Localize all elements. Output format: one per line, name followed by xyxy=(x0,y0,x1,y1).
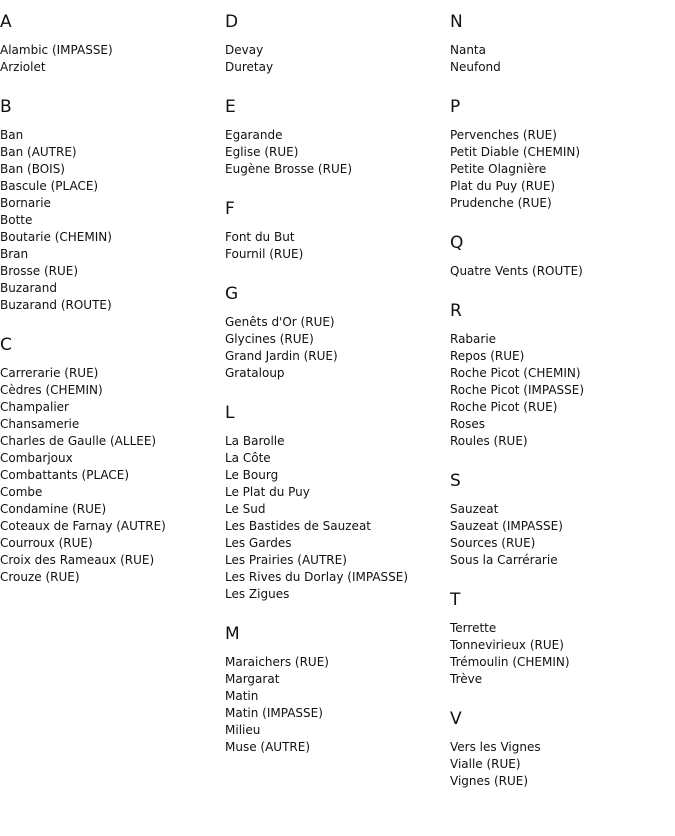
letter-heading: G xyxy=(225,284,239,304)
street-link[interactable]: Buzarand (ROUTE) xyxy=(0,298,112,312)
street-link[interactable]: Milieu xyxy=(225,723,261,737)
street-link[interactable]: Courroux (RUE) xyxy=(0,536,93,550)
street-link[interactable]: Eglise (RUE) xyxy=(225,145,299,159)
street-link[interactable]: Champalier xyxy=(0,400,69,414)
street-link[interactable]: Margarat xyxy=(225,672,280,686)
street-link[interactable]: Vignes (RUE) xyxy=(450,774,529,788)
letter-heading: M xyxy=(225,624,240,644)
letter-group xyxy=(450,707,670,790)
street-list xyxy=(225,433,445,603)
street-link[interactable]: Matin (IMPASSE) xyxy=(225,706,323,720)
street-link[interactable]: Bornarie xyxy=(0,196,51,210)
street-list xyxy=(450,42,670,76)
letter-heading: V xyxy=(450,709,462,729)
street-list xyxy=(0,365,220,586)
street-link[interactable]: Font du But xyxy=(225,230,295,244)
street-link[interactable]: Les Prairies (AUTRE) xyxy=(225,553,347,567)
street-link[interactable]: Cèdres (CHEMIN) xyxy=(0,383,103,397)
letter-heading: N xyxy=(450,12,463,32)
street-link[interactable]: Croix des Rameaux (RUE) xyxy=(0,553,155,567)
street-link[interactable]: Muse (AUTRE) xyxy=(225,740,311,754)
letter-heading: T xyxy=(450,590,461,610)
street-list xyxy=(450,739,670,790)
street-list xyxy=(225,654,445,756)
street-link[interactable]: Le Sud xyxy=(225,502,266,516)
letter-heading: L xyxy=(225,403,235,423)
street-link[interactable]: Bascule (PLACE) xyxy=(0,179,99,193)
letter-heading: A xyxy=(0,12,12,32)
letter-group xyxy=(225,10,445,76)
street-link[interactable]: Le Plat du Puy xyxy=(225,485,310,499)
street-link[interactable]: Matin xyxy=(225,689,259,703)
street-link[interactable]: Roses xyxy=(450,417,486,431)
street-link[interactable]: Ban (AUTRE) xyxy=(0,145,77,159)
street-link[interactable]: Grataloup xyxy=(225,366,285,380)
street-link[interactable]: Terrette xyxy=(450,621,497,635)
street-list xyxy=(0,127,220,314)
street-link[interactable]: Roche Picot (IMPASSE) xyxy=(450,383,585,397)
street-link[interactable]: Petit Diable (CHEMIN) xyxy=(450,145,581,159)
letter-heading: D xyxy=(225,12,239,32)
street-list xyxy=(450,331,670,450)
street-link[interactable]: Ban xyxy=(0,128,24,142)
street-link[interactable]: Grand Jardin (RUE) xyxy=(225,349,338,363)
street-list xyxy=(225,314,445,382)
letter-group xyxy=(225,95,445,178)
street-link[interactable]: Arziolet xyxy=(0,60,46,74)
street-index-column-1 xyxy=(0,10,220,605)
street-link[interactable]: Bran xyxy=(0,247,29,261)
street-index-column-3 xyxy=(450,10,670,809)
street-link[interactable]: Ban (BOIS) xyxy=(0,162,65,176)
street-link[interactable]: Condamine (RUE) xyxy=(0,502,107,516)
street-link[interactable]: Plat du Puy (RUE) xyxy=(450,179,556,193)
letter-heading: E xyxy=(225,97,236,117)
street-link[interactable]: Le Bourg xyxy=(225,468,279,482)
letter-group xyxy=(450,469,670,569)
letter-heading: R xyxy=(450,301,462,321)
street-link[interactable]: Trémoulin (CHEMIN) xyxy=(450,655,570,669)
street-link[interactable]: Sauzeat xyxy=(450,502,499,516)
letter-group xyxy=(0,333,220,586)
letter-group xyxy=(225,622,445,756)
letter-heading: Q xyxy=(450,233,464,253)
street-index-column-2 xyxy=(225,10,445,775)
street-link[interactable]: Eugène Brosse (RUE) xyxy=(225,162,353,176)
street-link[interactable]: Les Rives du Dorlay (IMPASSE) xyxy=(225,570,409,584)
letter-group xyxy=(225,282,445,382)
letter-heading: P xyxy=(450,97,461,117)
street-link[interactable]: Petite Olagnière xyxy=(450,162,547,176)
letter-group xyxy=(450,299,670,450)
street-link[interactable]: Vers les Vignes xyxy=(450,740,541,754)
street-link[interactable]: Devay xyxy=(225,43,264,57)
street-list xyxy=(450,263,670,280)
street-link[interactable]: Rabarie xyxy=(450,332,497,346)
street-link[interactable]: Buzarand xyxy=(0,281,57,295)
street-list xyxy=(225,127,445,178)
letter-group xyxy=(225,401,445,603)
street-link[interactable]: Roche Picot (CHEMIN) xyxy=(450,366,581,380)
street-link[interactable]: Neufond xyxy=(450,60,501,74)
street-link[interactable]: La Côte xyxy=(225,451,271,465)
street-list xyxy=(0,42,220,76)
street-link[interactable]: Sous la Carrérarie xyxy=(450,553,558,567)
street-link[interactable]: Sources (RUE) xyxy=(450,536,536,550)
street-list xyxy=(450,127,670,212)
letter-group xyxy=(450,588,670,688)
street-link[interactable]: Combarjoux xyxy=(0,451,73,465)
letter-group xyxy=(225,197,445,263)
street-link[interactable]: Roche Picot (RUE) xyxy=(450,400,558,414)
street-link[interactable]: Combe xyxy=(0,485,43,499)
street-link[interactable]: Chansamerie xyxy=(0,417,80,431)
letter-group xyxy=(450,95,670,212)
street-link[interactable]: Roules (RUE) xyxy=(450,434,528,448)
street-list xyxy=(225,229,445,263)
letter-heading: C xyxy=(0,335,12,355)
street-link[interactable]: La Barolle xyxy=(225,434,285,448)
letter-group xyxy=(0,10,220,76)
street-link[interactable]: Trève xyxy=(450,672,483,686)
street-list xyxy=(450,501,670,569)
street-link[interactable]: Duretay xyxy=(225,60,274,74)
street-list xyxy=(450,620,670,688)
street-link[interactable]: Glycines (RUE) xyxy=(225,332,314,346)
street-link[interactable]: Les Bastides de Sauzeat xyxy=(225,519,371,533)
street-link[interactable]: Repos (RUE) xyxy=(450,349,525,363)
street-link[interactable]: Genêts d'Or (RUE) xyxy=(225,315,335,329)
letter-heading: F xyxy=(225,199,235,219)
street-link[interactable]: Fournil (RUE) xyxy=(225,247,304,261)
street-link[interactable]: Brosse (RUE) xyxy=(0,264,79,278)
street-link[interactable]: Maraichers (RUE) xyxy=(225,655,329,669)
street-link[interactable]: Crouze (RUE) xyxy=(0,570,80,584)
street-link[interactable]: Nanta xyxy=(450,43,486,57)
street-link[interactable]: Quatre Vents (ROUTE) xyxy=(450,264,583,278)
street-link[interactable]: Les Gardes xyxy=(225,536,292,550)
street-link[interactable]: Combattants (PLACE) xyxy=(0,468,130,482)
letter-heading: B xyxy=(0,97,12,117)
street-link[interactable]: Sauzeat (IMPASSE) xyxy=(450,519,563,533)
letter-heading: S xyxy=(450,471,461,491)
street-link[interactable]: Vialle (RUE) xyxy=(450,757,521,771)
letter-group xyxy=(0,95,220,314)
street-link[interactable]: Coteaux de Farnay (AUTRE) xyxy=(0,519,166,533)
street-link[interactable]: Botte xyxy=(0,213,33,227)
street-link[interactable]: Alambic (IMPASSE) xyxy=(0,43,113,57)
letter-group xyxy=(450,231,670,280)
street-link[interactable]: Boutarie (CHEMIN) xyxy=(0,230,112,244)
street-link[interactable]: Charles de Gaulle (ALLEE) xyxy=(0,434,157,448)
street-link[interactable]: Tonnevirieux (RUE) xyxy=(450,638,564,652)
street-link[interactable]: Carrerarie (RUE) xyxy=(0,366,99,380)
street-list xyxy=(225,42,445,76)
street-link[interactable]: Pervenches (RUE) xyxy=(450,128,557,142)
street-link[interactable]: Les Zigues xyxy=(225,587,290,601)
street-link[interactable]: Egarande xyxy=(225,128,283,142)
letter-group xyxy=(450,10,670,76)
street-link[interactable]: Prudenche (RUE) xyxy=(450,196,552,210)
